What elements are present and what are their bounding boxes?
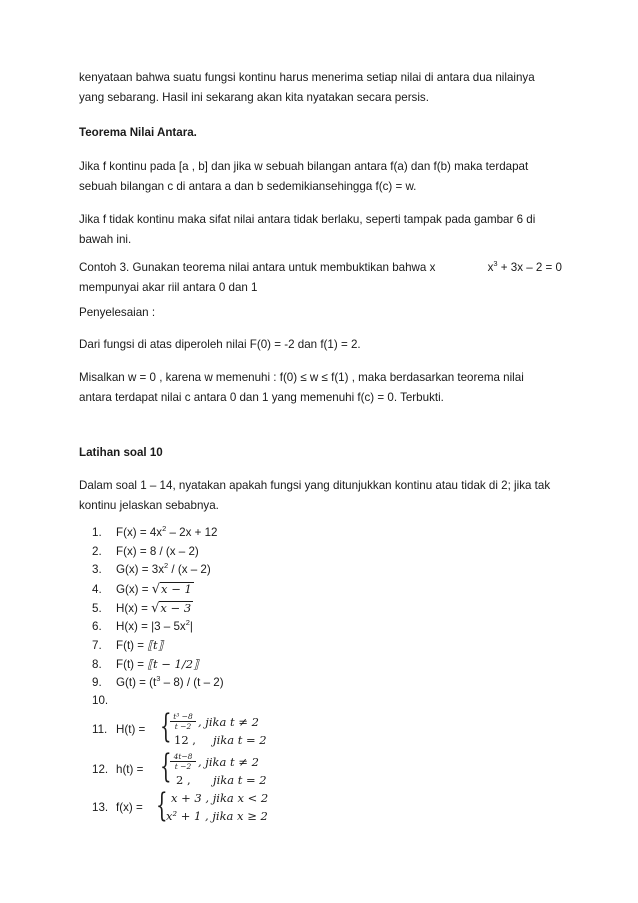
problem-number: 2. <box>92 545 102 558</box>
solution-step-1: Dari fungsi di atas diperoleh nilai F(0) = -2 dan f(1) = 2. <box>79 338 361 351</box>
problem-number: 3. <box>92 563 102 576</box>
problem-1 <box>92 526 217 539</box>
problem-11-case-2-value: 12 , <box>174 733 196 747</box>
left-brace: { <box>160 746 172 785</box>
fraction-denominator: t −2 <box>170 721 196 731</box>
problem-13 <box>92 785 332 830</box>
problem-12-case-2-condition: jika t = 2 <box>213 773 267 787</box>
discontinuous-line-1: Jika f tidak kontinu maka sifat nilai antara tidak berlaku, seperti tampak pada gambar 6 di <box>79 213 536 226</box>
problem-3-exponent: 2 <box>164 561 169 570</box>
problem-5 <box>92 601 193 616</box>
theorem-line-1: Jika f kontinu pada [a , b] dan jika w sebuah bilangan antara f(a) dan f(b) maka terdapat <box>79 160 529 173</box>
example-equation-rest: + 3x – 2 = 0 <box>497 261 562 274</box>
problem-4-radicand: x − 1 <box>161 582 192 596</box>
problem-6 <box>92 620 193 633</box>
problem-1-expr: F(x) = 4x <box>116 526 163 539</box>
problem-12-case-2-value: 2 , <box>176 773 191 787</box>
problem-6-expr-rest: | <box>189 620 193 633</box>
problem-4-label: G(x) = <box>116 583 152 596</box>
exercise-intro <box>79 476 562 515</box>
problem-12-label: h(t) = <box>116 763 144 776</box>
theorem-paragraph <box>79 157 562 196</box>
problem-6-exponent: 2 <box>185 618 190 627</box>
problem-9 <box>92 676 224 689</box>
example-exponent: 3 <box>493 259 498 268</box>
solution-step-2-line-1: Misalkan w = 0 , karena w memenuhi : f(0) ≤ w ≤ f(1) , maka berdasarkan teorema nilai <box>79 371 524 384</box>
intro-line-1: kenyataan bahwa suatu fungsi kontinu harus menerima setiap nilai di antara dua nilainya <box>79 71 535 84</box>
problem-number: 7. <box>92 639 102 652</box>
problem-number: 4. <box>92 583 102 596</box>
fraction-denominator: t −2 <box>170 761 196 771</box>
problem-9-exponent: 3 <box>156 674 161 683</box>
problem-9-expr: G(t) = (t <box>116 676 157 689</box>
fraction-numerator: 4t−8 <box>173 752 193 761</box>
problem-12 <box>92 746 332 790</box>
discontinuous-line-2: bawah ini. <box>79 232 132 246</box>
problem-10 <box>92 694 116 707</box>
exercise-title: Latihan soal 10 <box>79 446 163 459</box>
problem-number: 12. <box>92 763 109 776</box>
theorem-title: Teorema Nilai Antara. <box>79 126 197 139</box>
exercise-intro-line-2: kontinu jelaskan sebabnya. <box>79 498 219 512</box>
problem-9-expr-rest: – 8) / (t – 2) <box>160 676 224 689</box>
problem-2 <box>92 545 199 558</box>
theorem-line-2: sebuah bilangan c di antara a dan b sedemikiansehingga f(c) = w. <box>79 179 417 193</box>
example-equation: $x^3 + 3x - 2 = 0$ <box>487 259 562 274</box>
problem-5-radicand: x − 3 <box>160 601 192 615</box>
problem-7 <box>92 638 163 652</box>
problem-3 <box>92 563 211 576</box>
left-brace: { <box>156 785 168 824</box>
radical-sign: √ <box>151 582 161 597</box>
problem-2-expr: F(x) = 8 / (x – 2) <box>116 545 199 558</box>
problem-3-expr: G(x) = 3x <box>116 563 164 576</box>
fraction-numerator: t³ −8 <box>173 712 193 721</box>
problem-12-case-1: , jika t ≠ 2 <box>198 755 259 769</box>
problem-12-fraction <box>170 752 196 771</box>
problem-8 <box>92 657 199 671</box>
radical-sign: √ <box>151 601 160 616</box>
intro-line-2: yang sebarang. Hasil ini sekarang akan kita nyatakan secara persis. <box>79 90 429 104</box>
problem-11-case-1: , jika t ≠ 2 <box>198 715 259 729</box>
left-brace: { <box>160 706 172 745</box>
example-line-1 <box>79 258 562 278</box>
problem-1-exponent: 2 <box>162 524 167 533</box>
problem-11-label: H(t) = <box>116 723 146 736</box>
problem-number: 5. <box>92 602 102 615</box>
problem-6-expr: H(x) = |3 – 5x <box>116 620 186 633</box>
problem-number: 10. <box>92 694 109 707</box>
example-paragraph <box>79 258 562 297</box>
problem-11-fraction <box>170 712 196 731</box>
problem-5-label: H(x) = <box>116 602 152 615</box>
solution-step-2 <box>79 368 562 407</box>
problem-3-expr-rest: / (x – 2) <box>168 563 211 576</box>
problem-number: 13. <box>92 801 109 814</box>
problem-4 <box>92 582 194 597</box>
problem-number: 8. <box>92 658 102 671</box>
problem-number: 1. <box>92 526 102 539</box>
problem-8-label: F(t) = <box>116 658 148 671</box>
problem-number: 9. <box>92 676 102 689</box>
problem-7-label: F(t) = <box>116 639 148 652</box>
problem-13-case-1: x + 3 , jika x < 2 <box>171 791 269 805</box>
problem-1-expr-rest: – 2x + 12 <box>166 526 218 539</box>
problem-11 <box>92 706 332 750</box>
example-line-1-text: Contoh 3. Gunakan teorema nilai antara untuk membuktikan bahwa x <box>79 261 436 274</box>
solution-label: Penyelesaian : <box>79 306 156 319</box>
problem-number: 11. <box>92 723 108 736</box>
problem-number: 6. <box>92 620 102 633</box>
problem-7-expr: ⟦t⟧ <box>147 638 164 652</box>
solution-step-2-line-2: antara terdapat nilai c antara 0 dan 1 yang memenuhi f(c) = 0. Terbukti. <box>79 390 444 404</box>
discontinuous-paragraph <box>79 210 562 249</box>
problem-8-expr: ⟦t − 1/2⟧ <box>147 657 199 671</box>
intro-paragraph <box>79 68 562 107</box>
exercise-intro-line-1: Dalam soal 1 – 14, nyatakan apakah fungsi yang ditunjukkan kontinu atau tidak di 2; jika tak <box>79 479 551 492</box>
example-line-2: mempunyai akar riil antara 0 dan 1 <box>79 280 258 294</box>
problem-13-case-2: x² + 1 , jika x ≥ 2 <box>166 809 268 823</box>
problem-13-label: f(x) = <box>116 801 143 814</box>
problem-11-case-2-condition: jika t = 2 <box>213 733 267 747</box>
